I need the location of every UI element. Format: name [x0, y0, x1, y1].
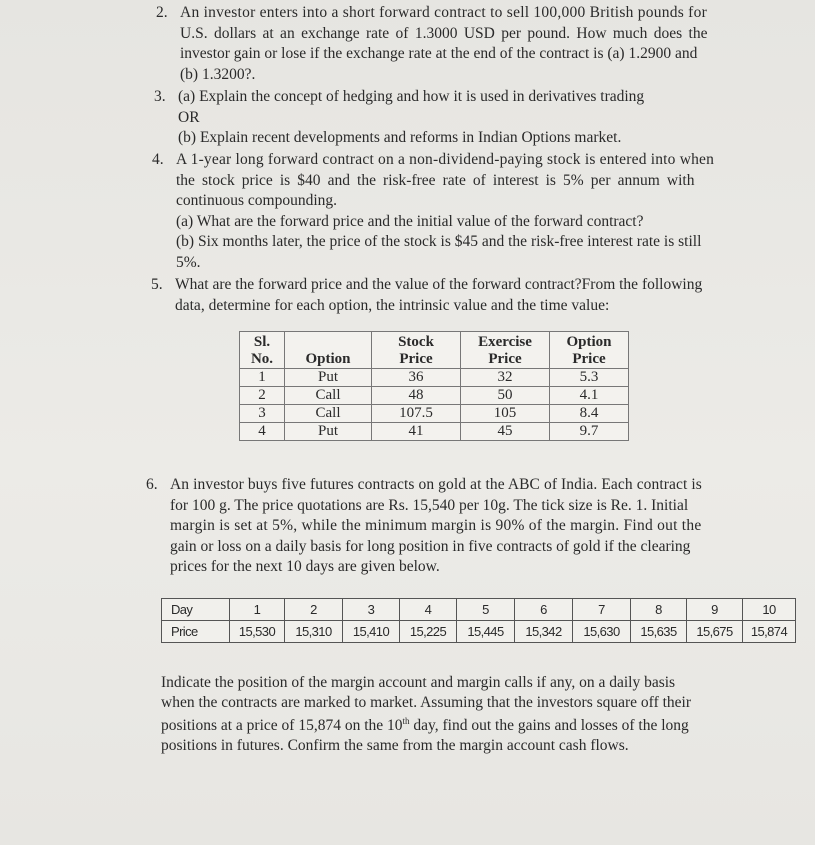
table-cell: 15,635 [631, 621, 687, 643]
table-cell: 41 [372, 423, 461, 441]
question-text-line: continuous compounding. [176, 192, 338, 209]
table-cell: 15,675 [687, 621, 743, 643]
closing-paragraph [161, 673, 691, 755]
table-cell: 1 [230, 599, 285, 621]
table-cell: 15,310 [285, 621, 343, 643]
table-cell: 105 [461, 405, 550, 423]
table-cell: 2 [240, 387, 285, 405]
table-cell: 15,530 [230, 621, 285, 643]
paragraph-line: positions at a price of 15,874 on the 10th day, find out the gains and losses of the long [161, 716, 689, 735]
question-text-line: (a) Explain the concept of hedging and how it is used in derivatives trading [178, 88, 645, 105]
table-cell: 15,445 [457, 621, 515, 643]
table-cell: 10 [743, 599, 796, 621]
option-data-table [239, 331, 629, 441]
table-row [240, 387, 629, 405]
table-row-day [162, 599, 796, 621]
table-cell: 32 [461, 369, 550, 387]
table-cell: Put [285, 423, 372, 441]
question-text-line: margin is set at 5%, while the minimum margin is 90% of the margin. Find out the [170, 517, 702, 534]
question-text-line: (b) Six months later, the price of the stock is $45 and the risk-free interest rate is still [176, 233, 702, 250]
table-row [240, 423, 629, 441]
table-cell: 107.5 [372, 405, 461, 423]
table-row [240, 369, 629, 387]
table-cell: 1 [240, 369, 285, 387]
table-cell: Call [285, 405, 372, 423]
table-header-row [240, 332, 629, 369]
table-cell: 4.1 [550, 387, 629, 405]
question-text-line: An investor enters into a short forward contract to sell 100,000 British pounds for [180, 4, 707, 21]
row-label: Price [162, 621, 230, 643]
table-cell: 15,410 [343, 621, 400, 643]
question-text-line: U.S. dollars at an exchange rate of 1.3000 USD per pound. How much does the [180, 24, 708, 42]
column-header: Exercise Price [461, 332, 550, 369]
table-cell: 4 [240, 423, 285, 441]
paragraph-line: positions in futures. Confirm the same from the margin account cash flows. [161, 736, 629, 754]
table-cell: 15,342 [515, 621, 573, 643]
question-text-line: (b) Explain recent developments and reforms in Indian Options market. [178, 129, 622, 146]
table-cell: 8.4 [550, 405, 629, 423]
futures-price-table [161, 598, 796, 643]
paragraph-line: Indicate the position of the margin account and margin calls if any, on a daily basis [161, 674, 676, 691]
column-header: Option Price [550, 332, 629, 369]
question-text-line: gain or loss on a daily basis for long position in five contracts of gold if the clearing [170, 537, 691, 555]
table-cell: 48 [372, 387, 461, 405]
row-label: Day [162, 599, 230, 621]
question-text-line: investor gain or lose if the exchange rate at the end of the contract is (a) 1.2900 and [180, 45, 698, 62]
table-cell: Put [285, 369, 372, 387]
question-number: 2. [156, 4, 168, 21]
question-number: 3. [154, 88, 166, 105]
table-cell: 5.3 [550, 369, 629, 387]
table-cell: 9 [687, 599, 743, 621]
table-cell: 8 [631, 599, 687, 621]
question-number: 4. [152, 151, 164, 168]
question-text-line: prices for the next 10 days are given below. [170, 558, 440, 575]
table-cell: 15,225 [400, 621, 457, 643]
paragraph-line: when the contracts are marked to market. Assuming that the investors square off their [161, 693, 692, 711]
superscript: th [402, 716, 410, 726]
question-text-line: A 1-year long forward contract on a non-dividend-paying stock is entered into when [176, 151, 715, 168]
question-number: 5. [151, 276, 163, 293]
table-cell: 5 [457, 599, 515, 621]
table-cell: Call [285, 387, 372, 405]
table-cell: 9.7 [550, 423, 629, 441]
table-row [240, 405, 629, 423]
table-cell: 4 [400, 599, 457, 621]
table-cell: 2 [285, 599, 343, 621]
table-cell: 50 [461, 387, 550, 405]
table-cell: 45 [461, 423, 550, 441]
question-text-line: What are the forward price and the value of the forward contract?From the following [175, 276, 703, 293]
table-cell: 15,874 [743, 621, 796, 643]
question-text-line: OR [178, 108, 200, 126]
column-header: Stock Price [372, 332, 461, 369]
table-cell: 36 [372, 369, 461, 387]
question-text-line: for 100 g. The price quotations are Rs. 15,540 per 10g. The tick size is Re. 1. Initial [170, 496, 689, 514]
table-cell: 15,630 [573, 621, 631, 643]
question-text-line: 5%. [176, 253, 201, 271]
table-cell: 7 [573, 599, 631, 621]
table-cell: 3 [343, 599, 400, 621]
table-row-price [162, 621, 796, 643]
column-header: Sl. No. [240, 332, 285, 369]
question-number: 6. [146, 476, 158, 493]
question-text-line: (b) 1.3200?. [180, 65, 256, 83]
table-cell: 3 [240, 405, 285, 423]
question-text-line: An investor buys five futures contracts on gold at the ABC of India. Each contract is [170, 476, 702, 493]
question-text-line: (a) What are the forward price and the initial value of the forward contract? [176, 212, 644, 230]
table-cell: 6 [515, 599, 573, 621]
question-text-line: data, determine for each option, the intrinsic value and the time value: [175, 296, 610, 314]
question-text-line: the stock price is $40 and the risk-free rate of interest is 5% per annum with [176, 171, 695, 189]
column-header: Option [285, 332, 372, 369]
